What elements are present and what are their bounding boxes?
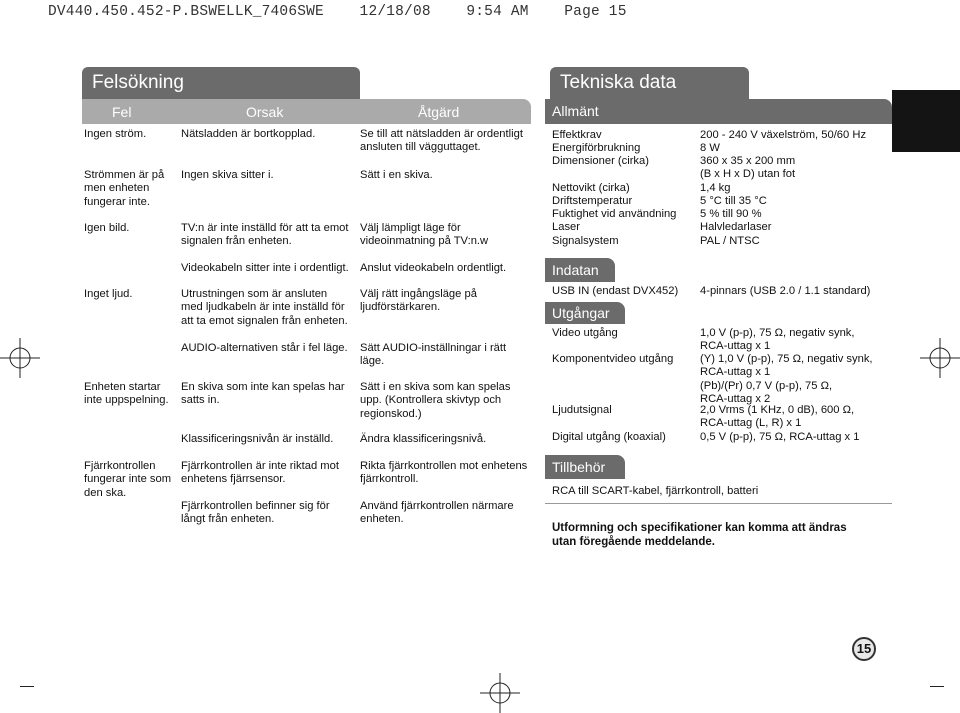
felsokning-column-header-bar — [82, 99, 531, 124]
spec-label: Energiförbrukning — [552, 142, 641, 154]
troubleshoot-atgard-cell: Använd fjärrkontrollen närmare enheten. — [360, 500, 514, 526]
registration-mark-right-icon — [920, 338, 960, 378]
spec-label: Video utgång — [552, 327, 618, 339]
black-tab-marker — [892, 90, 960, 152]
spec-label: Dimensioner (cirka) — [552, 155, 649, 167]
col-header-fel: Fel — [112, 104, 132, 120]
page-number-badge — [852, 637, 876, 661]
felsokning-title: Felsökning — [82, 67, 360, 99]
troubleshoot-atgard-cell: Ändra klassificeringsnivå. — [360, 433, 487, 445]
troubleshoot-atgard-cell: Anslut videokabeln ordentligt. — [360, 262, 507, 274]
tillbehor-text: RCA till SCART-kabel, fjärrkontroll, batteri — [552, 485, 759, 497]
section-utgangar: Utgångar — [545, 302, 625, 324]
troubleshoot-atgard-cell: Sätt AUDIO-inställningar i rätt läge. — [360, 342, 507, 368]
troubleshoot-orsak-cell: Nätsladden är bortkopplad. — [181, 128, 316, 140]
spec-value: 200 - 240 V växelström, 50/60 Hz — [700, 129, 867, 141]
spec-label: Nettovikt (cirka) — [552, 182, 630, 194]
spec-label: Komponentvideo utgång — [552, 353, 674, 365]
spec-value: Halvledarlaser — [700, 221, 772, 233]
troubleshoot-orsak-cell: Utrustningen som är ansluten med ljudkabeln är inte inställd för att ta emot signalen från enheten. — [181, 288, 348, 327]
troubleshoot-fel-cell: Ingen ström. — [84, 128, 147, 140]
troubleshoot-fel-cell: Strömmen är på men enheten fungerar inte. — [84, 169, 165, 208]
print-header: DV440.450.452-P.BSWELLK_7406SWE 12/18/08 9:54 AM Page 15 — [48, 4, 627, 20]
troubleshoot-orsak-cell: Klassificeringsnivån är inställd. — [181, 433, 334, 445]
spec-value: 1,0 V (p-p), 75 Ω, negativ synk, RCA-uttag x 1 — [700, 327, 855, 353]
spec-label: Driftstemperatur — [552, 195, 633, 207]
troubleshoot-atgard-cell: Se till att nätsladden är ordentligt ansluten till vägguttaget. — [360, 128, 523, 154]
troubleshoot-atgard-cell: Rikta fjärrkontrollen mot enhetens fjärrkontroll. — [360, 460, 528, 486]
registration-mark-bottom-icon — [480, 673, 520, 713]
troubleshoot-atgard-cell: Välj lämpligt läge för videoinmatning på TV:n.w — [360, 222, 489, 248]
troubleshoot-orsak-cell: Ingen skiva sitter i. — [181, 169, 274, 181]
spec-value: 2,0 Vrms (1 KHz, 0 dB), 600 Ω, RCA-uttag (L, R) x 1 — [700, 404, 855, 430]
spec-value: 8 W — [700, 142, 720, 154]
spec-label: USB IN (endast DVX452) — [552, 285, 679, 297]
crop-mark-bottom-left — [20, 686, 34, 687]
spec-value: PAL / NTSC — [700, 235, 760, 247]
troubleshoot-orsak-cell: Fjärrkontrollen befinner sig för långt från enheten. — [181, 500, 330, 526]
crop-mark-bottom-right — [930, 686, 944, 687]
troubleshoot-atgard-cell: Sätt i en skiva. — [360, 169, 433, 181]
spec-value: 1,4 kg — [700, 182, 731, 194]
troubleshoot-orsak-cell: TV:n är inte inställd för att ta emot signalen från enheten. — [181, 222, 349, 248]
spec-label: Laser — [552, 221, 580, 233]
section-allmant: Allmänt — [545, 99, 892, 124]
spec-value: 4-pinnars (USB 2.0 / 1.1 standard) — [700, 285, 871, 297]
spec-label: Signalsystem — [552, 235, 619, 247]
troubleshoot-fel-cell: Fjärrkontrollen fungerar inte som den ska. — [84, 460, 172, 499]
spec-label: Ljudutsignal — [552, 404, 612, 416]
troubleshoot-orsak-cell: AUDIO-alternativen står i fel läge. — [181, 342, 348, 354]
spec-value: 360 x 35 x 200 mm (B x H x D) utan fot — [700, 155, 796, 181]
troubleshoot-orsak-cell: Fjärrkontrollen är inte riktad mot enhetens fjärrsensor. — [181, 460, 339, 486]
separator-line — [545, 503, 892, 504]
registration-mark-left-icon — [0, 338, 40, 378]
troubleshoot-atgard-cell: Välj rätt ingångsläge på ljudförstärkaren. — [360, 288, 477, 314]
page-number: 15 — [856, 641, 872, 656]
col-header-orsak: Orsak — [246, 104, 284, 120]
section-tillbehor: Tillbehör — [545, 455, 625, 479]
troubleshoot-orsak-cell: Videokabeln sitter inte i ordentligt. — [181, 262, 349, 274]
section-indatan: Indatan — [545, 258, 615, 282]
troubleshoot-fel-cell: Inget ljud. — [84, 288, 133, 300]
spec-label: Digital utgång (koaxial) — [552, 431, 666, 443]
col-header-atgard: Åtgärd — [418, 104, 460, 120]
tekniska-title: Tekniska data — [550, 67, 749, 99]
spec-note: Utformning och specifikationer kan komma att ändras utan föregående meddelande. — [552, 522, 847, 548]
spec-value: 0,5 V (p-p), 75 Ω, RCA-uttag x 1 — [700, 431, 860, 443]
troubleshoot-fel-cell: Enheten startar inte uppspelning. — [84, 381, 169, 407]
spec-value: 5 °C till 35 °C — [700, 195, 767, 207]
troubleshoot-fel-cell: Igen bild. — [84, 222, 130, 234]
spec-label: Effektkrav — [552, 129, 602, 141]
spec-value: (Y) 1,0 V (p-p), 75 Ω, negativ synk, RCA-uttag x 1 (Pb)/(Pr) 0,7 V (p-p), 75 Ω, RCA-uttag x 2 — [700, 353, 873, 406]
spec-value: 5 % till 90 % — [700, 208, 762, 220]
spec-label: Fuktighet vid användning — [552, 208, 677, 220]
troubleshoot-orsak-cell: En skiva som inte kan spelas har satts in. — [181, 381, 345, 407]
troubleshoot-atgard-cell: Sätt i en skiva som kan spelas upp. (Kontrollera skivtyp och regionskod.) — [360, 381, 511, 420]
